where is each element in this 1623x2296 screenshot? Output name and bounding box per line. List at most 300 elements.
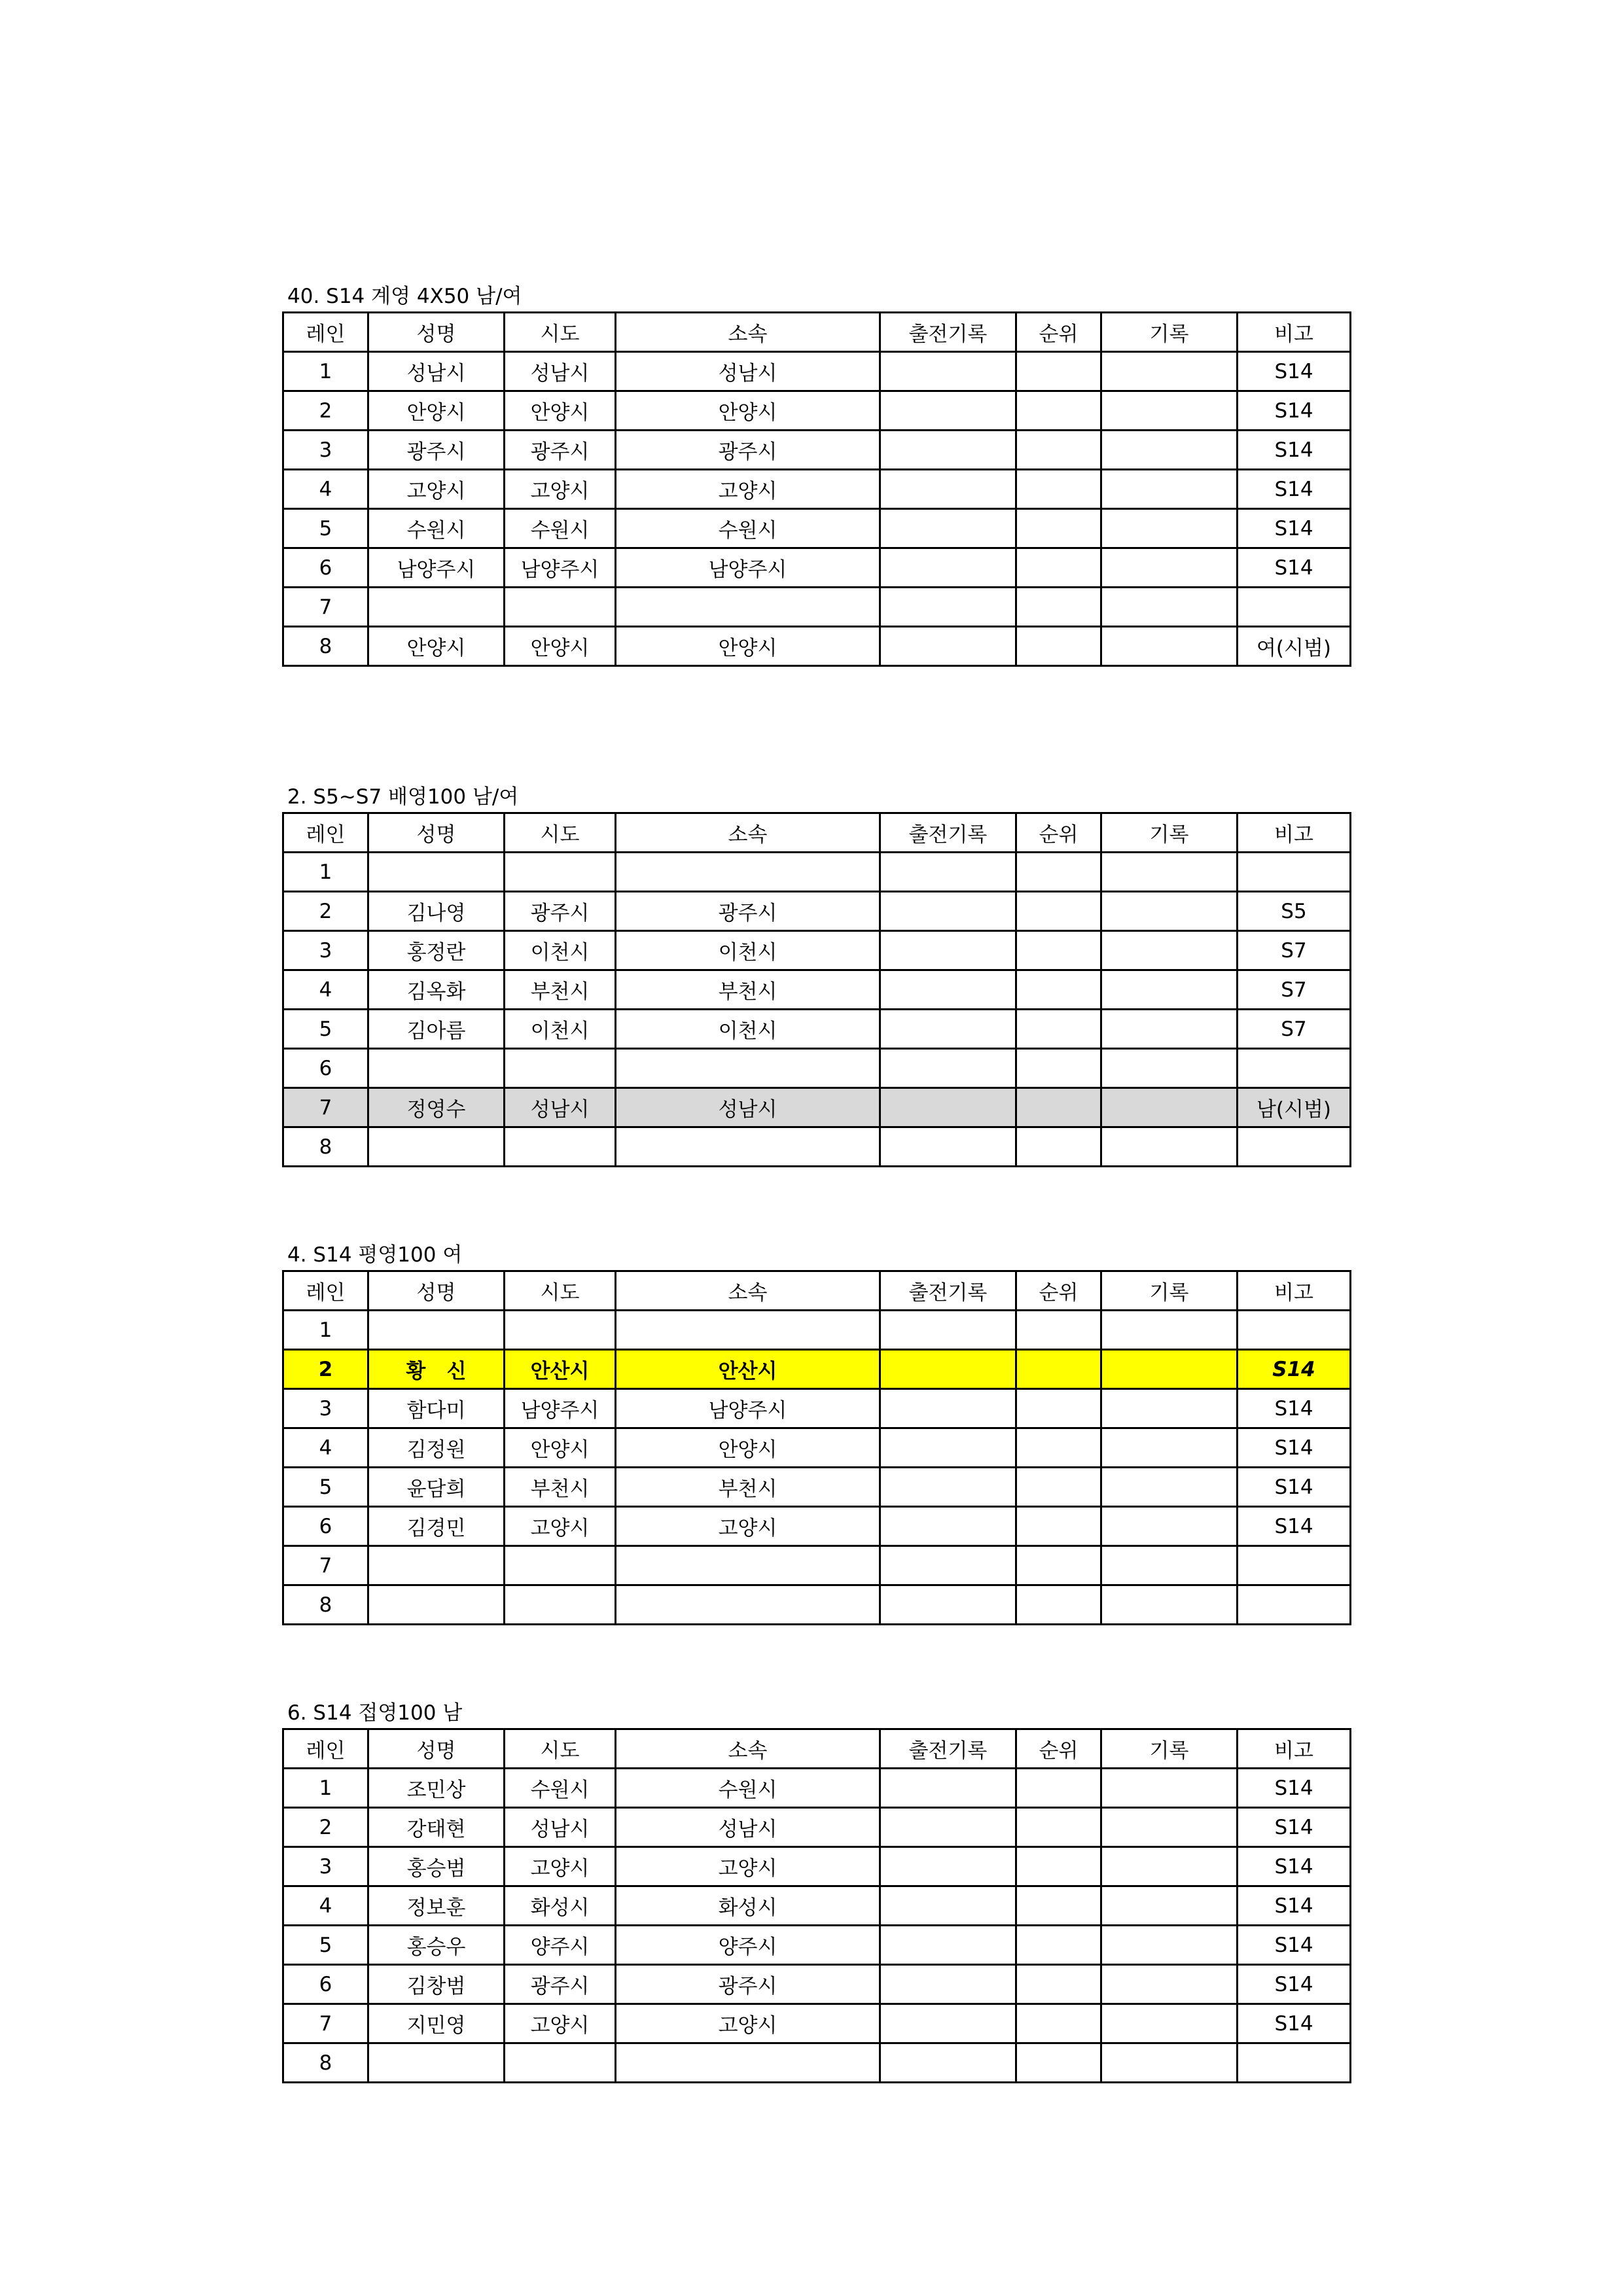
cell: 양주시 [616, 1926, 880, 1965]
cell [1101, 1546, 1238, 1585]
cell [880, 2004, 1016, 2043]
cell [1101, 1010, 1238, 1049]
cell: 안산시 [505, 1350, 616, 1389]
cell: 정영수 [368, 1088, 505, 1127]
cell [1016, 853, 1101, 892]
heat-section-2 [282, 782, 1349, 1167]
table-row [283, 1926, 1351, 1965]
cell [1016, 1507, 1101, 1546]
table-row [283, 588, 1351, 627]
cell [1101, 1769, 1238, 1808]
header-row [283, 313, 1351, 352]
cell: 김정원 [368, 1428, 505, 1468]
header-cell: 순위 [1016, 313, 1101, 352]
cell [1101, 1049, 1238, 1088]
cell [616, 1585, 880, 1625]
cell [880, 1127, 1016, 1167]
cell [1101, 931, 1238, 970]
table-row [283, 627, 1351, 666]
table-row [283, 1468, 1351, 1507]
header-cell: 출전기록 [880, 1271, 1016, 1311]
cell [505, 1311, 616, 1350]
cell: 이천시 [505, 1010, 616, 1049]
header-cell: 비고 [1238, 313, 1351, 352]
cell: 광주시 [505, 892, 616, 931]
cell [880, 1010, 1016, 1049]
cell: S14 [1238, 1808, 1351, 1847]
table-row [283, 352, 1351, 391]
cell [880, 1507, 1016, 1546]
header-cell: 순위 [1016, 1271, 1101, 1311]
cell: 고양시 [505, 470, 616, 509]
cell [880, 352, 1016, 391]
cell: 김경민 [368, 1507, 505, 1546]
cell [505, 1546, 616, 1585]
cell: 광주시 [616, 892, 880, 931]
cell [880, 1769, 1016, 1808]
cell [1238, 1546, 1351, 1585]
cell [368, 1127, 505, 1167]
cell: 안양시 [616, 391, 880, 431]
cell [880, 588, 1016, 627]
cell: 2 [283, 391, 368, 431]
cell: 고양시 [616, 2004, 880, 2043]
cell [1101, 548, 1238, 588]
cell: 함다미 [368, 1389, 505, 1428]
cell: 광주시 [505, 1965, 616, 2004]
cell: 홍정란 [368, 931, 505, 970]
header-cell: 기록 [1101, 813, 1238, 853]
table-row [283, 509, 1351, 548]
heat-table [282, 1270, 1351, 1625]
cell [1016, 1127, 1101, 1167]
cell: 8 [283, 1585, 368, 1625]
cell [880, 2043, 1016, 2083]
cell [1016, 931, 1101, 970]
header-cell: 시도 [505, 313, 616, 352]
header-cell: 성명 [368, 1729, 505, 1769]
cell: 2 [283, 1350, 368, 1389]
header-row [283, 1729, 1351, 1769]
cell: 7 [283, 588, 368, 627]
cell [368, 1546, 505, 1585]
cell: 5 [283, 1468, 368, 1507]
heat-section-1 [282, 281, 1349, 667]
cell [1101, 1127, 1238, 1167]
cell: 남양주시 [368, 548, 505, 588]
table-row [283, 391, 1351, 431]
cell: 수원시 [505, 1769, 616, 1808]
cell: 5 [283, 1926, 368, 1965]
header-cell: 레인 [283, 1729, 368, 1769]
cell [1101, 1585, 1238, 1625]
cell: 화성시 [616, 1886, 880, 1926]
cell: 김아름 [368, 1010, 505, 1049]
header-cell: 시도 [505, 1729, 616, 1769]
cell [1101, 391, 1238, 431]
table-row [283, 1886, 1351, 1926]
cell [1101, 352, 1238, 391]
cell: 성남시 [505, 1088, 616, 1127]
cell [880, 470, 1016, 509]
heat-section-4 [282, 1698, 1349, 2083]
cell [616, 1049, 880, 1088]
cell: S14 [1238, 470, 1351, 509]
cell: 광주시 [368, 431, 505, 470]
cell: 7 [283, 2004, 368, 2043]
header-cell: 순위 [1016, 1729, 1101, 1769]
cell: 3 [283, 1389, 368, 1428]
cell: S5 [1238, 892, 1351, 931]
cell [1101, 1389, 1238, 1428]
cell [1238, 1049, 1351, 1088]
header-cell: 레인 [283, 813, 368, 853]
cell: 안양시 [505, 1428, 616, 1468]
cell: 3 [283, 1847, 368, 1886]
cell [1016, 548, 1101, 588]
cell [1016, 627, 1101, 666]
cell: 성남시 [505, 352, 616, 391]
cell: 김옥화 [368, 970, 505, 1010]
cell: 홍승우 [368, 1926, 505, 1965]
cell: 안양시 [505, 627, 616, 666]
cell [616, 2043, 880, 2083]
cell: 양주시 [505, 1926, 616, 1965]
cell [880, 1847, 1016, 1886]
cell [1101, 1926, 1238, 1965]
cell: 부천시 [616, 1468, 880, 1507]
cell: 수원시 [368, 509, 505, 548]
cell: 광주시 [505, 431, 616, 470]
table-row [283, 931, 1351, 970]
cell [1101, 627, 1238, 666]
cell: S14 [1238, 2004, 1351, 2043]
header-row [283, 1271, 1351, 1311]
table-row [283, 1847, 1351, 1886]
heat-table [282, 812, 1351, 1167]
cell: 안양시 [616, 627, 880, 666]
cell: 고양시 [505, 2004, 616, 2043]
cell: 안양시 [368, 627, 505, 666]
section-title: 4. S14 평영100 여 [287, 1243, 463, 1267]
cell [1101, 892, 1238, 931]
cell: 여(시범) [1238, 627, 1351, 666]
heat-table [282, 311, 1351, 667]
cell: 7 [283, 1546, 368, 1585]
cell [880, 1965, 1016, 2004]
cell: 6 [283, 1965, 368, 2004]
cell: S14 [1238, 391, 1351, 431]
header-cell: 기록 [1101, 1271, 1238, 1311]
cell: S14 [1238, 1886, 1351, 1926]
cell [1101, 1847, 1238, 1886]
cell: S14 [1238, 352, 1351, 391]
cell [616, 1127, 880, 1167]
cell: 3 [283, 431, 368, 470]
cell: 조민상 [368, 1769, 505, 1808]
header-cell: 출전기록 [880, 1729, 1016, 1769]
table-row [283, 1311, 1351, 1350]
cell [880, 931, 1016, 970]
cell: 안양시 [505, 391, 616, 431]
cell: S7 [1238, 970, 1351, 1010]
cell [1016, 588, 1101, 627]
cell [1238, 1127, 1351, 1167]
cell [1016, 470, 1101, 509]
cell [1016, 1965, 1101, 2004]
section-title: 40. S14 계영 4X50 남/여 [287, 285, 522, 308]
cell: 고양시 [505, 1847, 616, 1886]
cell [368, 588, 505, 627]
cell: 4 [283, 970, 368, 1010]
header-cell: 비고 [1238, 813, 1351, 853]
cell: 6 [283, 1049, 368, 1088]
cell [505, 2043, 616, 2083]
table-row [283, 431, 1351, 470]
cell: 성남시 [368, 352, 505, 391]
table-row [283, 892, 1351, 931]
cell: 4 [283, 1428, 368, 1468]
cell: S14 [1238, 1847, 1351, 1886]
cell [616, 1546, 880, 1585]
table-row [283, 2043, 1351, 2083]
heat-section-3 [282, 1240, 1349, 1625]
cell [1101, 588, 1238, 627]
header-cell: 성명 [368, 313, 505, 352]
cell [1016, 1468, 1101, 1507]
header-cell: 레인 [283, 313, 368, 352]
header-cell: 비고 [1238, 1271, 1351, 1311]
cell [880, 970, 1016, 1010]
header-cell: 소속 [616, 1271, 880, 1311]
cell: 성남시 [616, 1808, 880, 1847]
cell [1101, 1507, 1238, 1546]
cell: 성남시 [616, 1088, 880, 1127]
heat-table [282, 1728, 1351, 2083]
cell [1101, 2004, 1238, 2043]
cell [1101, 1468, 1238, 1507]
cell [1238, 2043, 1351, 2083]
cell [1016, 1886, 1101, 1926]
cell [1016, 2043, 1101, 2083]
cell: S14 [1238, 1769, 1351, 1808]
cell [368, 1311, 505, 1350]
cell [880, 1350, 1016, 1389]
cell: 5 [283, 1010, 368, 1049]
cell [1101, 970, 1238, 1010]
cell [1016, 1847, 1101, 1886]
cell: 4 [283, 1886, 368, 1926]
cell: 6 [283, 548, 368, 588]
cell: 1 [283, 853, 368, 892]
cell [1016, 970, 1101, 1010]
cell: 황 신 [368, 1350, 505, 1389]
cell: 1 [283, 352, 368, 391]
cell: 고양시 [368, 470, 505, 509]
cell: S14 [1238, 431, 1351, 470]
cell [616, 853, 880, 892]
cell [880, 1389, 1016, 1428]
cell: 수원시 [505, 509, 616, 548]
table-row [283, 548, 1351, 588]
cell [1101, 470, 1238, 509]
cell [880, 1468, 1016, 1507]
cell: S14 [1238, 509, 1351, 548]
cell: S14 [1238, 1965, 1351, 2004]
cell [616, 1311, 880, 1350]
table-row [283, 970, 1351, 1010]
cell [1016, 1926, 1101, 1965]
cell [880, 1428, 1016, 1468]
table-row [283, 1049, 1351, 1088]
cell: S14 [1238, 1389, 1351, 1428]
cell: 김나영 [368, 892, 505, 931]
table-row [283, 1808, 1351, 1847]
cell [1101, 1311, 1238, 1350]
cell: 남양주시 [616, 548, 880, 588]
header-cell: 소속 [616, 813, 880, 853]
cell [1016, 391, 1101, 431]
cell: 안산시 [616, 1350, 880, 1389]
cell [1016, 1049, 1101, 1088]
cell [1101, 431, 1238, 470]
cell: 강태현 [368, 1808, 505, 1847]
cell: 성남시 [505, 1808, 616, 1847]
table-row [283, 1507, 1351, 1546]
cell: 윤담희 [368, 1468, 505, 1507]
cell [1016, 1088, 1101, 1127]
table-row [283, 2004, 1351, 2043]
cell [1016, 431, 1101, 470]
cell: 광주시 [616, 431, 880, 470]
cell [1016, 1808, 1101, 1847]
cell: S14 [1238, 548, 1351, 588]
cell [880, 1311, 1016, 1350]
cell: 부천시 [505, 970, 616, 1010]
cell [1016, 892, 1101, 931]
cell [1016, 2004, 1101, 2043]
cell [880, 1808, 1016, 1847]
cell: 2 [283, 1808, 368, 1847]
cell [1101, 1088, 1238, 1127]
header-cell: 출전기록 [880, 313, 1016, 352]
cell [880, 509, 1016, 548]
table-row [283, 1585, 1351, 1625]
cell: 수원시 [616, 509, 880, 548]
cell [880, 1585, 1016, 1625]
cell [1238, 588, 1351, 627]
table-row [283, 470, 1351, 509]
header-cell: 소속 [616, 313, 880, 352]
cell: 이천시 [616, 931, 880, 970]
cell [1016, 1389, 1101, 1428]
header-cell: 시도 [505, 1271, 616, 1311]
cell [1238, 853, 1351, 892]
cell: 1 [283, 1769, 368, 1808]
table-row [283, 1769, 1351, 1808]
cell [1101, 1350, 1238, 1389]
header-cell: 비고 [1238, 1729, 1351, 1769]
cell [880, 892, 1016, 931]
cell: 성남시 [616, 352, 880, 391]
cell [1016, 1428, 1101, 1468]
cell [880, 627, 1016, 666]
cell: 3 [283, 931, 368, 970]
cell: S14 [1238, 1468, 1351, 1507]
cell [880, 853, 1016, 892]
cell [368, 1585, 505, 1625]
table-row [283, 1010, 1351, 1049]
cell: 수원시 [616, 1769, 880, 1808]
cell: 2 [283, 892, 368, 931]
cell [1016, 1311, 1101, 1350]
cell: 8 [283, 2043, 368, 2083]
cell: 정보훈 [368, 1886, 505, 1926]
cell [880, 1546, 1016, 1585]
cell [505, 1049, 616, 1088]
cell [1016, 1350, 1101, 1389]
cell: S14 [1238, 1926, 1351, 1965]
cell [505, 588, 616, 627]
cell [1016, 509, 1101, 548]
header-cell: 레인 [283, 1271, 368, 1311]
cell [880, 391, 1016, 431]
cell [880, 431, 1016, 470]
cell: S14 [1238, 1428, 1351, 1468]
cell [1238, 1585, 1351, 1625]
cell: S14 [1238, 1350, 1351, 1389]
cell: 1 [283, 1311, 368, 1350]
cell [1016, 1010, 1101, 1049]
header-cell: 기록 [1101, 313, 1238, 352]
cell: 8 [283, 627, 368, 666]
cell [880, 1886, 1016, 1926]
header-cell: 성명 [368, 813, 505, 853]
cell [1016, 1546, 1101, 1585]
cell [368, 1049, 505, 1088]
cell: 지민영 [368, 2004, 505, 2043]
cell: 4 [283, 470, 368, 509]
cell: 고양시 [505, 1507, 616, 1546]
cell: S7 [1238, 1010, 1351, 1049]
table-row-highlighted [283, 1350, 1351, 1389]
cell: S14 [1238, 1507, 1351, 1546]
cell [1101, 1428, 1238, 1468]
header-row [283, 813, 1351, 853]
cell: 남양주시 [616, 1389, 880, 1428]
cell [880, 548, 1016, 588]
cell: 김창범 [368, 1965, 505, 2004]
cell: 남양주시 [505, 548, 616, 588]
header-cell: 시도 [505, 813, 616, 853]
cell: 부천시 [616, 970, 880, 1010]
table-row [283, 1546, 1351, 1585]
cell [1101, 1886, 1238, 1926]
header-cell: 출전기록 [880, 813, 1016, 853]
cell: 7 [283, 1088, 368, 1127]
cell: 광주시 [616, 1965, 880, 2004]
table-row [283, 1428, 1351, 1468]
cell: 남(시범) [1238, 1088, 1351, 1127]
header-cell: 성명 [368, 1271, 505, 1311]
cell [880, 1088, 1016, 1127]
cell: 안양시 [368, 391, 505, 431]
section-title: 6. S14 접영100 남 [287, 1701, 463, 1725]
cell: 화성시 [505, 1886, 616, 1926]
cell [880, 1049, 1016, 1088]
cell: 부천시 [505, 1468, 616, 1507]
cell: 5 [283, 509, 368, 548]
